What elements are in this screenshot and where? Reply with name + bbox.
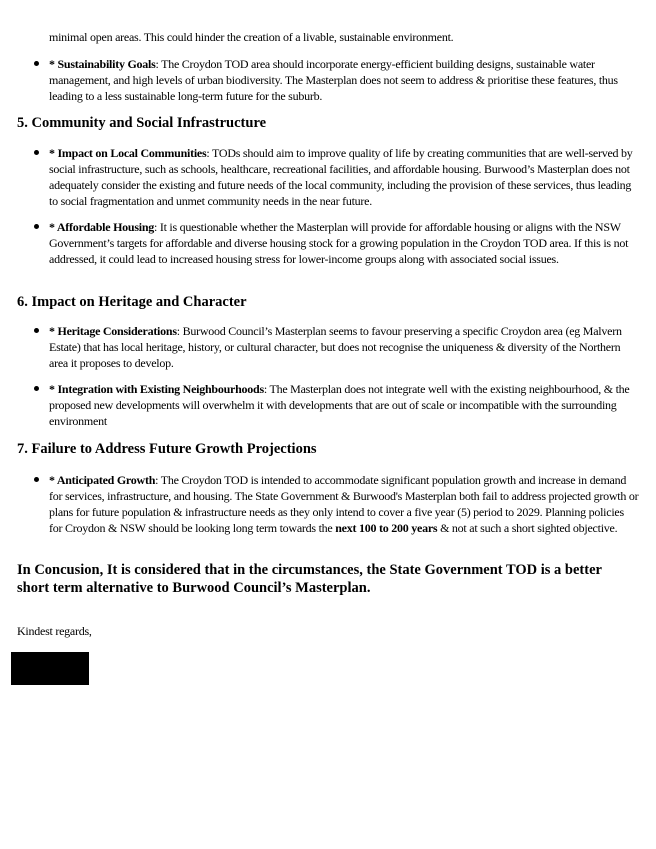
closing-text: Kindest regards, [17,624,92,638]
list-item-sustainability [49,56,639,104]
item-text: : Burwood Council’s Masterplan seems to favour preserving a specific Croydon area (eg Malvern Estate) that has local heritage, history, or cultural character, but does not recognise the uniqueness & diversity of the Northern area it proposes to develop. [49,324,622,370]
bullet-icon [34,328,39,333]
bullet-icon [34,224,39,229]
item-text: : TODs should aim to improve quality of life by creating communities that are well-served by social infrastructure, such as schools, healthcare, recreational facilities, and affordable housing. Burwood’s Masterplan does not adequately consider the existing and future needs of the local community, including the provision of these services, thus leading to social fragmentation and unmet community needs in the near future. [49,146,633,208]
item-lead: * Sustainability Goals [49,57,156,71]
conclusion-heading: In Concusion, It is considered that in the circumstances, the State Government TOD is a better short term alternative to Burwood Council’s Masterplan. [17,562,602,596]
list-item-affordable-housing [49,219,639,267]
bullet-icon [34,477,39,482]
item-lead: * Anticipated Growth [49,473,156,487]
list-item-local-communities [49,145,639,209]
item-lead: * Heritage Considerations [49,324,177,338]
list-item-heritage [49,323,639,371]
item-text: : The Croydon TOD is intended to accommodate significant population growth and increase in demand for services, infrastructure, and housing. The State Government & Burwood's Masterplan both fail to address projected growth or plans for future population & infrastructure needs as they only intend to cover a five year (5) period to 2029. Planning policies for Croydon & NSW should be looking long term towards the [49,473,639,535]
bullet-icon [34,150,39,155]
item-lead: * Impact on Local Communities [49,146,207,160]
item-text-end: & not at such a short sighted objective. [437,521,618,535]
list-item-integration [49,381,639,429]
section-heading-5: 5. Community and Social Infrastructure [17,115,267,131]
item-text: : It is questionable whether the Masterplan will provide for affordable housing or aligns with the NSW Government’s targets for affordable and diverse housing stock for a growing population in the Croydon TOD area. If this is not addressed, it could lead to increased housing stress for lower-income groups along with associated social issues. [49,220,629,266]
bullet-icon [34,61,39,66]
item-lead: * Integration with Existing Neighbourhoods [49,382,264,396]
item-emphasis: next 100 to 200 years [335,521,438,535]
item-lead: * Affordable Housing [49,220,155,234]
bullet-icon [34,386,39,391]
section-heading-7: 7. Failure to Address Future Growth Projections [17,441,317,457]
list-item-growth [49,472,639,536]
item-text: : The Croydon TOD area should incorporate energy-efficient building designs, sustainable water management, and high levels of urban biodiversity. The Masterplan does not seem to address & prioritise these features, thus leading to a less sustainable long-term future for the suburb. [49,57,618,103]
section-heading-6: 6. Impact on Heritage and Character [17,294,247,310]
item-text: : The Masterplan does not integrate well with the existing neighbourhood, & the proposed new developments will overwhelm it with developments that are out of scale or incompatible with the surrounding environment [49,382,630,428]
intro-tail-text: minimal open areas. This could hinder the creation of a livable, sustainable environment. [49,30,454,44]
redacted-signature [11,652,89,685]
